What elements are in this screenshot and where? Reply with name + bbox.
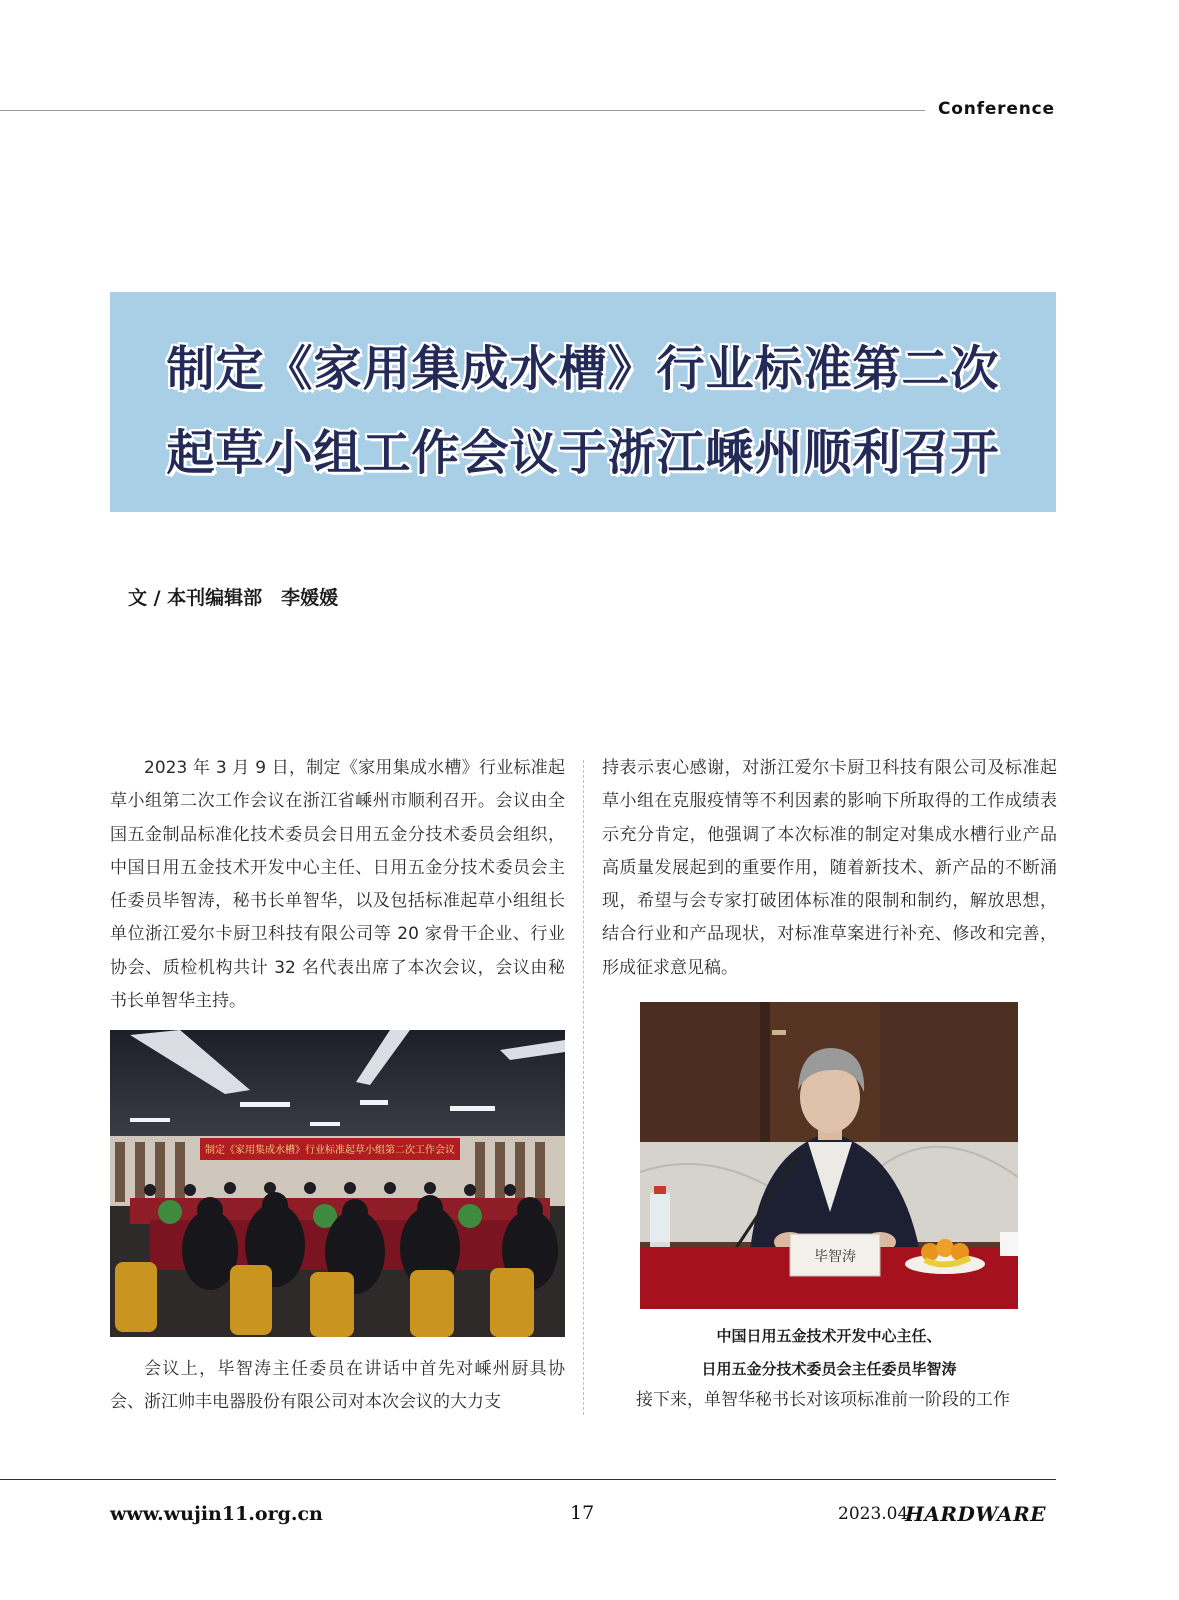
- photo-caption-line-2: 日用五金分技术委员会主任委员毕智涛: [701, 1360, 957, 1378]
- paragraph: 2023 年 3 月 9 日，制定《家用集成水槽》行业标准起草小组第二次工作会议在浙江省嵊州市顺利召开。会议由全国五金制品标准化技术委员会日用五金分技术委员会组织，中国日用五金技术开发中心主任、日用五金分技术委员会主任委员毕智涛，秘书长单智华，以及包括标准起草小组组长单位浙江爱尔卡厨卫科技有限公司等 20 家骨干企业、行业协会、质检机构共计 32 名代表出席了本次会议，会议由秘书长单智华主持。: [110, 758, 565, 1012]
- magazine-name: HARDWARE: [905, 1502, 1046, 1526]
- page-number: 17: [570, 1502, 595, 1524]
- article-body-left-bottom: [110, 1353, 565, 1420]
- banner-text: 制定《家用集成水槽》行业标准起草小组第二次工作会议: [205, 1145, 455, 1156]
- article-title-line-2: 起草小组工作会议于浙江嵊州顺利召开: [166, 425, 1000, 481]
- header-rule: [0, 110, 925, 111]
- speaker-photo: [640, 1002, 1018, 1309]
- paragraph: 接下来，单智华秘书长对该项标准前一阶段的工作: [636, 1390, 1010, 1410]
- column-divider: [583, 760, 584, 1415]
- article-body-right-top: [602, 752, 1057, 985]
- byline: 文 / 本刊编辑部 李媛媛: [128, 587, 339, 609]
- footer-website-link[interactable]: www.wujin11.org.cn: [110, 1503, 323, 1525]
- meeting-room-photo: [110, 1030, 565, 1337]
- section-label: Conference: [938, 99, 1055, 119]
- photo-caption-line-1: 中国日用五金技术开发中心主任、: [716, 1327, 942, 1345]
- paragraph: 会议上，毕智涛主任委员在讲话中首先对嵊州厨具协会、浙江帅丰电器股份有限公司对本次会议的大力支: [110, 1359, 565, 1413]
- paragraph: 持表示衷心感谢，对浙江爱尔卡厨卫科技有限公司及标准起草小组在克服疫情等不利因素的影响下所取得的工作成绩表示充分肯定，他强调了本次标准的制定对集成水槽行业产品高质量发展起到的重要作用，随着新技术、新产品的不断涌现，希望与会专家打破团体标准的限制和制约，解放思想，结合行业和产品现状，对标准草案进行补充、修改和完善，形成征求意见稿。: [602, 758, 1057, 978]
- title-banner: [110, 292, 1056, 512]
- article-body-left-top: [110, 752, 565, 1018]
- nameplate-text: 毕智涛: [814, 1249, 856, 1265]
- article-title-line-1: 制定《家用集成水槽》行业标准第二次: [166, 341, 1000, 397]
- issue-number: 2023.04: [838, 1504, 909, 1524]
- footer-rule: [0, 1479, 1056, 1480]
- article-body-right-bottom: [602, 1384, 1057, 1417]
